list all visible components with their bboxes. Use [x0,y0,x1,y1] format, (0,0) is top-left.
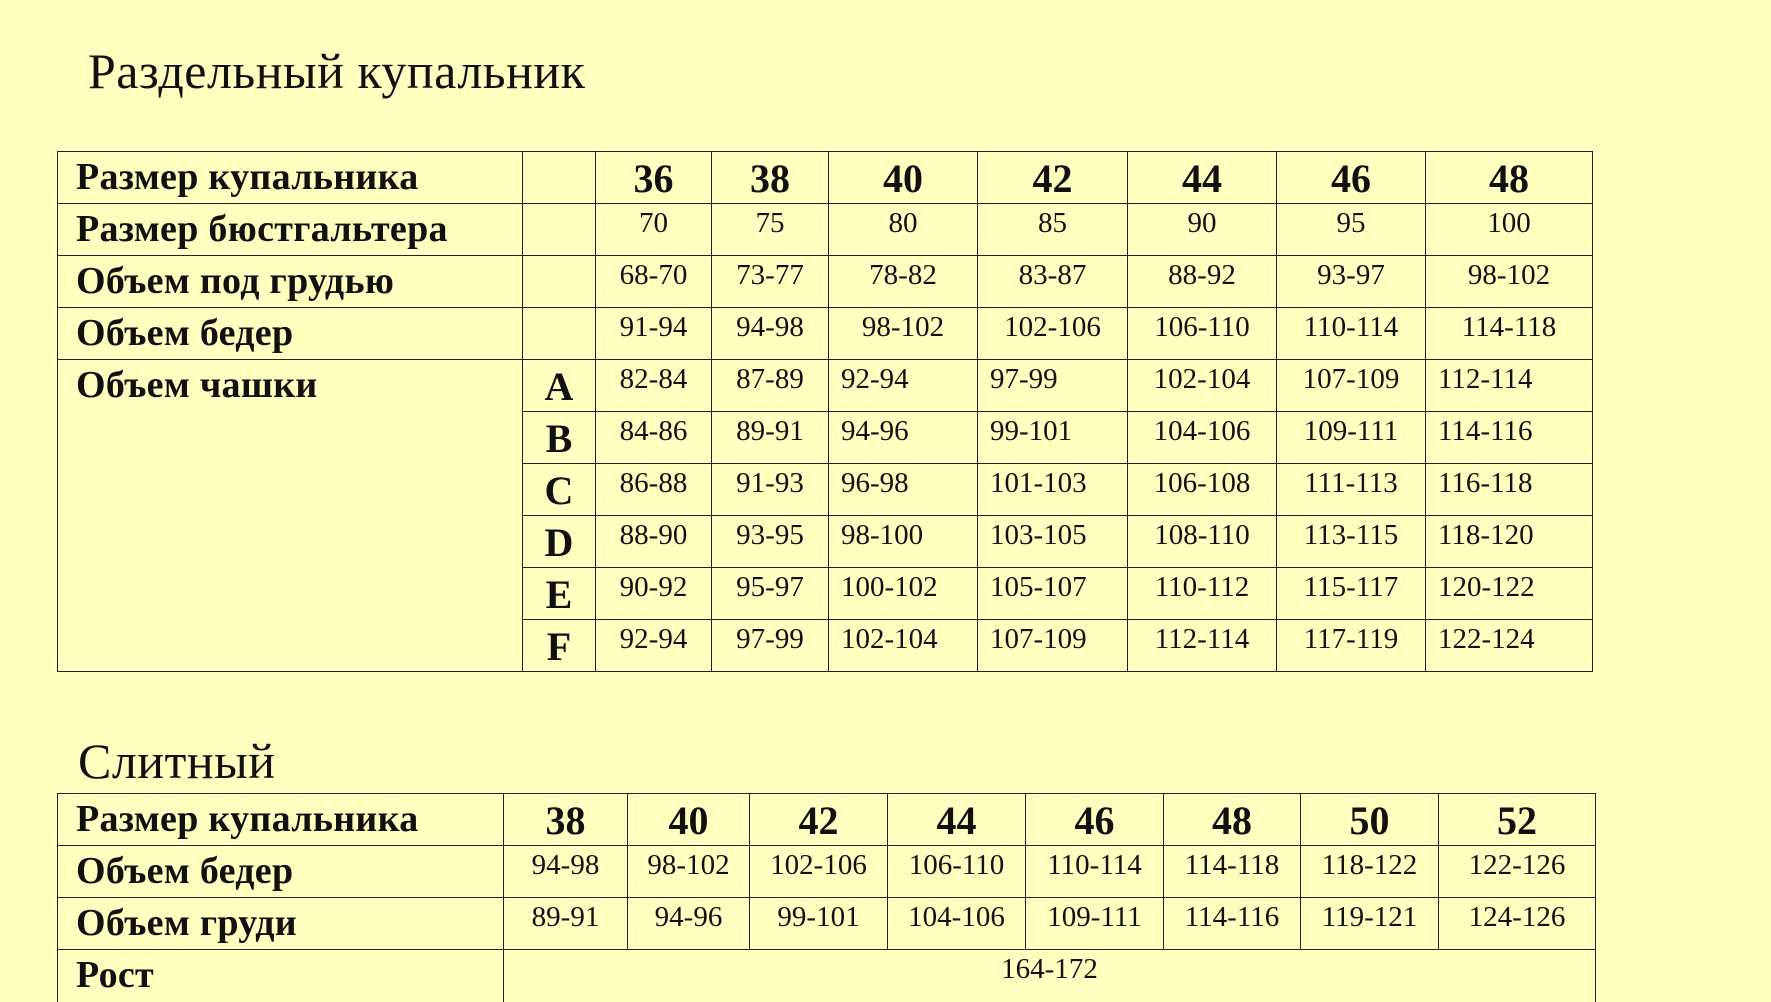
value-cell: 100-102 [829,568,978,620]
size-cell: 42 [978,152,1128,204]
value-cell: 98-102 [829,308,978,360]
size-cell: 40 [829,152,978,204]
size-cell: 38 [504,794,628,846]
value-cell: 122-124 [1426,620,1593,672]
size-cell: 38 [712,152,829,204]
value-cell: 102-104 [829,620,978,672]
value-cell: 103-105 [978,516,1128,568]
size-cell: 48 [1164,794,1301,846]
value-cell: 88-90 [596,516,712,568]
cup-letter: E [523,568,596,620]
value-cell: 90 [1128,204,1277,256]
size-cell: 48 [1426,152,1593,204]
value-cell: 94-98 [712,308,829,360]
cup-letter: C [523,464,596,516]
value-cell: 106-108 [1128,464,1277,516]
empty-cell [523,308,596,360]
row-label: Объем бедер [58,846,504,898]
value-cell: 86-88 [596,464,712,516]
bikini-row-bra [58,204,1593,256]
size-cell: 42 [750,794,888,846]
value-cell: 89-91 [712,412,829,464]
value-cell: 112-114 [1128,620,1277,672]
height-value-cell: 164-172 [504,950,1596,1002]
value-cell: 109-111 [1026,898,1164,950]
value-cell: 110-114 [1026,846,1164,898]
value-cell: 114-116 [1426,412,1593,464]
value-cell: 104-106 [1128,412,1277,464]
cup-letter: F [523,620,596,672]
cup-letter: B [523,412,596,464]
value-cell: 108-110 [1128,516,1277,568]
cup-row-label: Объем чашки [58,360,523,672]
cup-letter: D [523,516,596,568]
value-cell: 98-100 [829,516,978,568]
value-cell: 119-121 [1301,898,1439,950]
value-cell: 75 [712,204,829,256]
value-cell: 110-114 [1277,308,1426,360]
row-label: Размер купальника [58,152,523,204]
value-cell: 78-82 [829,256,978,308]
bikini-title: Раздельный купальник [88,43,586,99]
value-cell: 110-112 [1128,568,1277,620]
value-cell: 102-104 [1128,360,1277,412]
value-cell: 99-101 [978,412,1128,464]
value-cell: 114-118 [1426,308,1593,360]
value-cell: 68-70 [596,256,712,308]
value-cell: 97-99 [712,620,829,672]
empty-cell [523,204,596,256]
row-label: Размер бюстгальтера [58,204,523,256]
value-cell: 104-106 [888,898,1026,950]
row-label: Объем бедер [58,308,523,360]
value-cell: 115-117 [1277,568,1426,620]
value-cell: 122-126 [1439,846,1596,898]
value-cell: 83-87 [978,256,1128,308]
value-cell: 73-77 [712,256,829,308]
value-cell: 102-106 [750,846,888,898]
value-cell: 96-98 [829,464,978,516]
value-cell: 124-126 [1439,898,1596,950]
value-cell: 101-103 [978,464,1128,516]
value-cell: 93-95 [712,516,829,568]
onepiece-size-table [57,793,1596,1002]
value-cell: 80 [829,204,978,256]
value-cell: 91-94 [596,308,712,360]
size-cell: 50 [1301,794,1439,846]
value-cell: 94-96 [628,898,750,950]
empty-cell [523,152,596,204]
bikini-row-size [58,152,1593,204]
value-cell: 106-110 [888,846,1026,898]
onepiece-row-size [58,794,1596,846]
value-cell: 98-102 [628,846,750,898]
value-cell: 117-119 [1277,620,1426,672]
onepiece-row-hips [58,846,1596,898]
bikini-row-cup-a [58,360,1593,412]
value-cell: 112-114 [1426,360,1593,412]
value-cell: 90-92 [596,568,712,620]
onepiece-title: Слитный [78,733,276,789]
value-cell: 113-115 [1277,516,1426,568]
value-cell: 85 [978,204,1128,256]
value-cell: 95-97 [712,568,829,620]
value-cell: 89-91 [504,898,628,950]
value-cell: 88-92 [1128,256,1277,308]
row-label: Объем груди [58,898,504,950]
size-cell: 44 [888,794,1026,846]
size-cell: 36 [596,152,712,204]
value-cell: 107-109 [978,620,1128,672]
value-cell: 105-107 [978,568,1128,620]
value-cell: 82-84 [596,360,712,412]
size-cell: 46 [1277,152,1426,204]
value-cell: 94-96 [829,412,978,464]
value-cell: 92-94 [829,360,978,412]
row-label: Рост [58,950,504,1002]
value-cell: 84-86 [596,412,712,464]
empty-cell [523,256,596,308]
value-cell: 118-120 [1426,516,1593,568]
value-cell: 97-99 [978,360,1128,412]
value-cell: 98-102 [1426,256,1593,308]
value-cell: 109-111 [1277,412,1426,464]
value-cell: 87-89 [712,360,829,412]
value-cell: 111-113 [1277,464,1426,516]
value-cell: 114-116 [1164,898,1301,950]
size-cell: 52 [1439,794,1596,846]
size-cell: 46 [1026,794,1164,846]
value-cell: 116-118 [1426,464,1593,516]
value-cell: 120-122 [1426,568,1593,620]
value-cell: 70 [596,204,712,256]
value-cell: 92-94 [596,620,712,672]
bikini-size-table [57,151,1593,672]
value-cell: 100 [1426,204,1593,256]
row-label: Объем под грудью [58,256,523,308]
bikini-row-hips [58,308,1593,360]
value-cell: 91-93 [712,464,829,516]
value-cell: 93-97 [1277,256,1426,308]
row-label: Размер купальника [58,794,504,846]
size-cell: 44 [1128,152,1277,204]
value-cell: 118-122 [1301,846,1439,898]
onepiece-row-chest [58,898,1596,950]
value-cell: 114-118 [1164,846,1301,898]
value-cell: 94-98 [504,846,628,898]
onepiece-row-height [58,950,1596,1002]
cup-letter: A [523,360,596,412]
value-cell: 106-110 [1128,308,1277,360]
value-cell: 99-101 [750,898,888,950]
size-cell: 40 [628,794,750,846]
bikini-row-underbust [58,256,1593,308]
value-cell: 102-106 [978,308,1128,360]
value-cell: 95 [1277,204,1426,256]
value-cell: 107-109 [1277,360,1426,412]
